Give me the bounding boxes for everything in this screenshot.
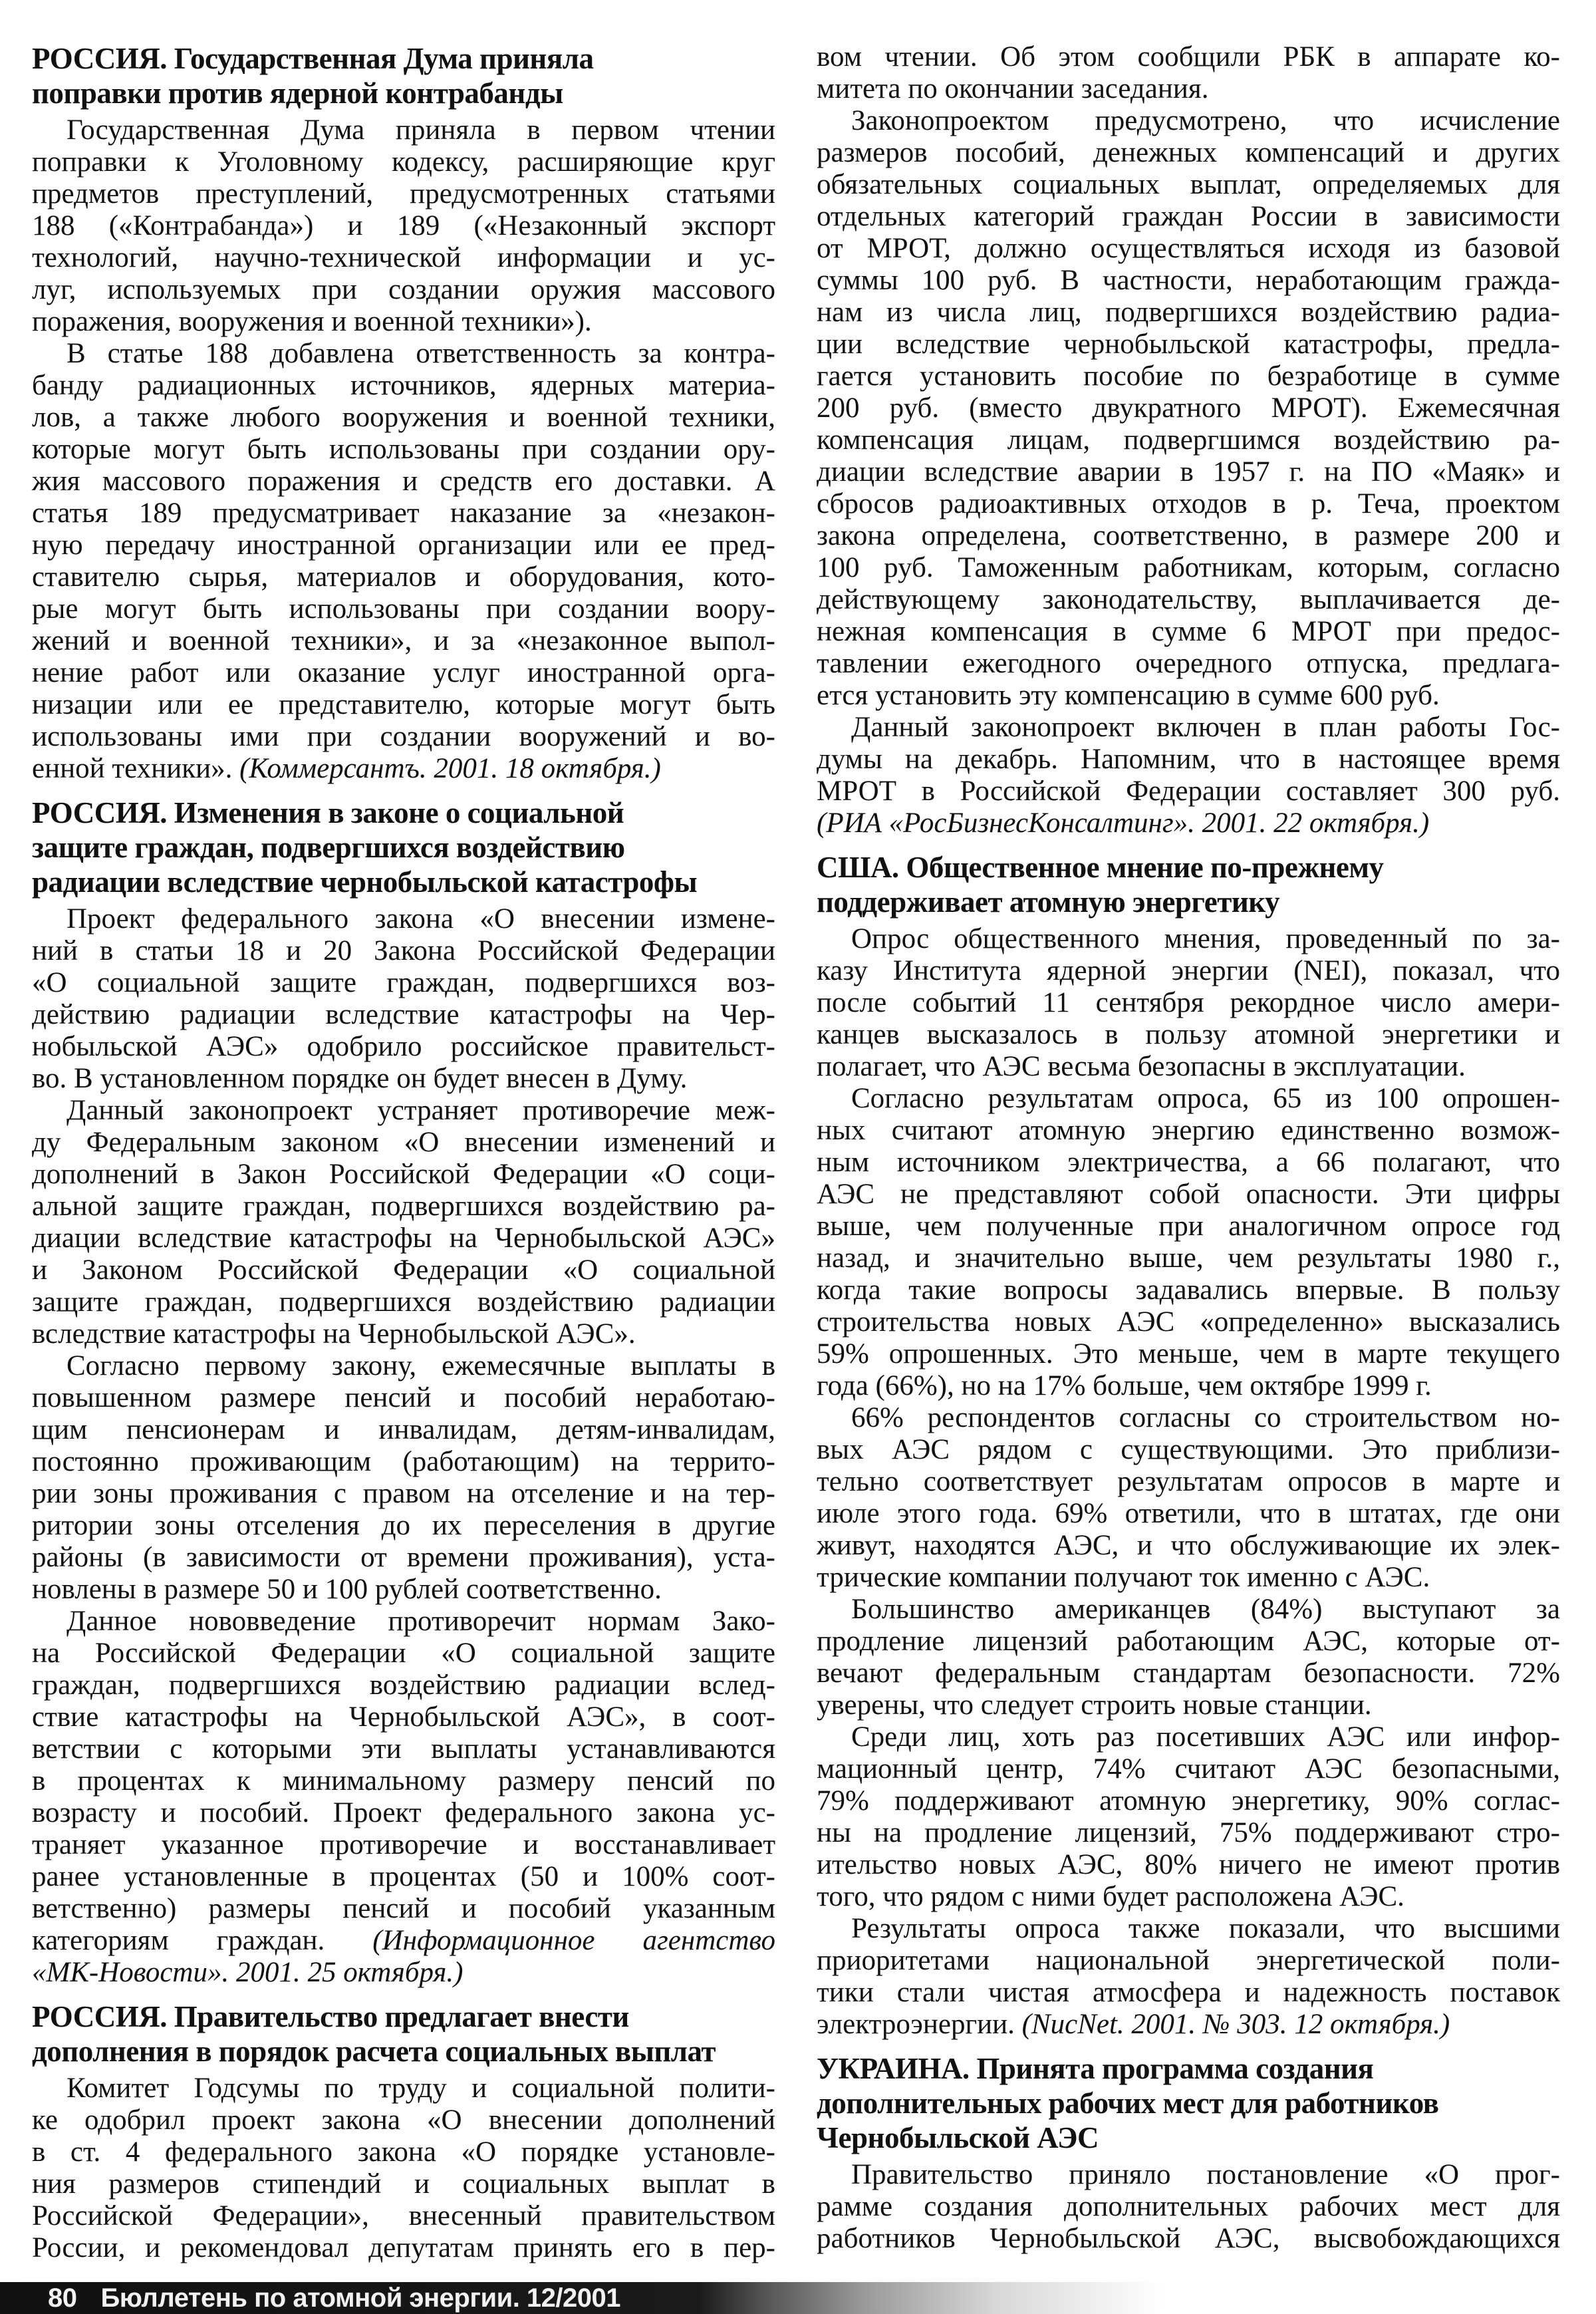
text-line: тавлении ежегодного очередного отпуска, предлага- — [817, 648, 1560, 679]
text-line: предметов преступлений, предусмотренных статьями — [32, 178, 775, 210]
text-line: Среди лиц, хоть раз посетивших АЭС или инфор- — [851, 1721, 1560, 1753]
paragraph — [32, 903, 775, 1095]
text-line: ду Федеральным законом «О внесении изменений и — [32, 1127, 775, 1158]
article-heading — [817, 2051, 1560, 2155]
text-line: России, и рекомендовал депутатам принять его в пер- — [32, 2232, 775, 2263]
text-line: продление лицензий работающим АЭС, которые от- — [817, 1626, 1560, 1657]
text-line: защите граждан, подвергшихся воздействию радиации — [32, 1286, 775, 1318]
text-line: строительства новых АЭС «определенно» высказались — [817, 1306, 1560, 1338]
text-line: банду радиационных источников, ядерных материа- — [32, 370, 775, 401]
text-line: выше, чем полученные при аналогичном опросе год — [817, 1211, 1560, 1242]
text-line: вследствие катастрофы на Чернобыльской АЭС». — [32, 1318, 636, 1350]
text-line: жия массового поражения и средств его доставки. А — [32, 466, 775, 497]
text-line: АЭС не представляют собой опасности. Эти цифры — [817, 1179, 1560, 1210]
text-line: граждан, подвергшихся воздействию радиации вслед- — [32, 1669, 775, 1701]
heading-line: радиации вследствие чернобыльской катастрофы — [32, 865, 698, 899]
text-line: и Законом Российской Федерации «О социальной — [32, 1254, 775, 1286]
line-text: электроэнергии. — [817, 2009, 1022, 2040]
text-line: рии зоны проживания с правом на отселение и на тер- — [32, 1478, 775, 1509]
text-line: действующему законодательству, выплачивается де- — [817, 584, 1560, 615]
heading-line: РОССИЯ. Изменения в законе о социальной — [32, 796, 624, 829]
text-line: от МРОТ, должно осуществляться исходя из базовой — [817, 233, 1560, 264]
text-line: Согласно результатам опроса, 65 из 100 опрошен- — [851, 1083, 1560, 1114]
heading-line: дополнения в порядок расчета социальных выплат — [32, 2035, 716, 2068]
text-line: ных считают атомную энергию единственно возмож- — [817, 1115, 1560, 1146]
text-line: нежная компенсация в сумме 6 МРОТ при предос- — [817, 616, 1560, 647]
article-heading — [817, 850, 1560, 919]
text-line: отдельных категорий граждан России в зависимости — [817, 201, 1560, 232]
text-line: альной защите граждан, подвергшихся воздействию ра- — [32, 1191, 775, 1222]
text-line: ветственно) размеры пенсий и пособий указанным — [32, 1893, 775, 1924]
text-line: канцев высказалось в пользу атомной энергетики и — [817, 1019, 1560, 1050]
text-line: вых АЭС рядом с существующими. Это приблизи- — [817, 1434, 1560, 1465]
text-line: компенсация лицам, подвергшимся воздействию ра- — [817, 424, 1560, 456]
text-line: поправки к Уголовному кодексу, расширяющие круг — [32, 146, 775, 178]
text-line: Российской Федерации», внесенный правительством — [32, 2200, 775, 2232]
heading-line: дополнительных рабочих мест для работников — [817, 2087, 1439, 2120]
text-line: щим пенсионерам и инвалидам, детям-инвалидам, — [32, 1414, 775, 1445]
text-line: митета по окончании заседания. — [817, 73, 1209, 104]
left-column — [32, 41, 775, 2264]
text-line: вом чтении. Об этом сообщили РБК в аппарате ко- — [817, 41, 1560, 72]
paragraph — [817, 712, 1560, 839]
text-line: в процентах к минимальному размеру пенсий по — [32, 1765, 775, 1797]
text-line: поражения, вооружения и военной техники»). — [32, 306, 592, 337]
text-line: жений и военной техники», и за «незаконное выпол- — [32, 625, 775, 656]
text-line: повышенном размере пенсий и пособий неработаю- — [32, 1382, 775, 1413]
text-line: луг, используемых при создании оружия массового — [32, 274, 775, 305]
paragraph — [817, 105, 1560, 712]
line-text: енной техники». — [32, 753, 240, 784]
text-line: нение работ или оказание услуг иностранной орга- — [32, 657, 775, 688]
text-line: диации вследствие аварии в 1957 г. на ПО «Маяк» и — [817, 456, 1560, 488]
text-line: приоритетами национальной энергетической поли- — [817, 1945, 1560, 1976]
text-line: «О социальной защите граждан, подвергшихся воз- — [32, 967, 775, 998]
text-line: полагает, что АЭС весьма безопасны в эксплуатации. — [817, 1051, 1466, 1082]
text-line: ранее установленные в процентах (50 и 100% соот- — [32, 1861, 775, 1892]
heading-line: поддерживает атомную энергетику — [817, 885, 1280, 919]
text-line: вечают федеральным стандартам безопасности. 72% — [817, 1658, 1560, 1689]
paragraph — [32, 2073, 775, 2264]
text-line: обязательных социальных выплат, определяемых для — [817, 169, 1560, 200]
text-line — [817, 2009, 1560, 2041]
text-line: ний в статьи 18 и 20 Закона Российской Федерации — [32, 935, 775, 966]
text-line: года (66%), но на 17% больше, чем октябре 1999 г. — [817, 1370, 1432, 1401]
page-footer — [0, 2282, 1596, 2314]
text-line: траняет указанное противоречие и восстанавливает — [32, 1829, 775, 1860]
text-line: на Российской Федерации «О социальной защите — [32, 1638, 775, 1669]
text-line: дополнений в Закон Российской Федерации «О соци- — [32, 1159, 775, 1190]
text-line — [32, 753, 775, 785]
text-line: ке одобрил проект закона «О внесении дополнений — [32, 2104, 775, 2136]
text-line — [817, 807, 1560, 839]
text-line: мационный центр, 74% считают АЭС безопасными, — [817, 1753, 1560, 1785]
text-line: тики стали чистая атмосфера и надежность поставок — [817, 1977, 1560, 2008]
text-line: когда такие вопросы задавались впервые. В пользу — [817, 1274, 1560, 1306]
page-number: 80 — [48, 2283, 77, 2313]
text-line: 66% респондентов согласны со строительством но- — [851, 1402, 1560, 1433]
heading-line: поправки против ядерной контрабанды — [32, 76, 563, 110]
text-line: которые могут быть использованы при создании ору- — [32, 434, 775, 465]
heading-line: РОССИЯ. Государственная Дума приняла — [32, 42, 594, 75]
text-line: сбросов радиоактивных отходов в р. Теча, проектом — [817, 488, 1560, 519]
paragraph — [817, 41, 1560, 105]
text-line: Законопроектом предусмотрено, что исчисление — [851, 105, 1560, 136]
heading-line: РОССИЯ. Правительство предлагает внести — [32, 2000, 629, 2033]
paragraph — [817, 1402, 1560, 1594]
paragraph — [817, 2159, 1560, 2255]
text-line: того, что рядом с ними будет расположена АЭС. — [817, 1881, 1404, 1912]
text-line: работников Чернобыльской АЭС, высвобождающихся — [817, 2223, 1560, 2254]
text-line: МРОТ в Российской Федерации составляет 300 руб. — [817, 776, 1560, 807]
source-citation: (NucNet. 2001. № 303. 12 октября.) — [1021, 2009, 1450, 2040]
text-line: ствие катастрофы на Чернобыльской АЭС», в соот- — [32, 1701, 775, 1733]
text-line: 200 руб. (вместо двукратного МРОТ). Ежемесячная — [817, 392, 1560, 424]
text-line: Данный законопроект включен в план работы Гос- — [851, 712, 1560, 743]
text-line: 188 («Контрабанда») и 189 («Незаконный экспорт — [32, 210, 775, 241]
text-line: нам из числа лиц, подвергшихся воздействию радиа- — [817, 297, 1560, 328]
source-citation: (Коммерсантъ. 2001. 18 октября.) — [239, 753, 661, 784]
text-line: 100 руб. Таможенным работникам, которым, согласно — [817, 552, 1560, 583]
text-line: рамме создания дополнительных рабочих мест для — [817, 2191, 1560, 2222]
right-column — [817, 41, 1560, 2255]
text-line: Данное нововведение противоречит нормам Зако- — [66, 1606, 775, 1637]
footer-text — [48, 2283, 620, 2313]
text-line: статья 189 предусматривает наказание за «незакон- — [32, 498, 775, 529]
heading-line: Чернобыльской АЭС — [817, 2121, 1099, 2154]
paragraph — [32, 114, 775, 338]
article-heading — [32, 1999, 775, 2069]
text-line: размеров пособий, денежных компенсаций и других — [817, 137, 1560, 168]
text-line: ется установить эту компенсацию в сумме 600 руб. — [817, 680, 1440, 711]
text-line: Результаты опроса также показали, что высшими — [851, 1913, 1560, 1944]
text-line: ритории зоны отселения до их переселения в другие — [32, 1510, 775, 1541]
source-citation: «МК-Новости». 2001. 25 октября.) — [32, 1957, 464, 1988]
text-line: ния размеров стипендий и социальных выплат в — [32, 2168, 775, 2200]
text-line: нобыльской АЭС» одобрило российское правительст- — [32, 1031, 775, 1062]
text-line: уверены, что следует строить новые станции. — [817, 1689, 1372, 1721]
paragraph — [817, 1913, 1560, 2041]
text-line: Большинство американцев (84%) выступают за — [851, 1594, 1560, 1625]
text-line: казу Института ядерной энергии (NEI), показал, что — [817, 955, 1560, 986]
text-line: живут, находятся АЭС, и что обслуживающие их элек- — [817, 1530, 1560, 1561]
text-line: суммы 100 руб. В частности, неработающим гражда- — [817, 265, 1560, 296]
text-line: использованы ими при создании вооружений и во- — [32, 721, 775, 752]
text-line: рые могут быть использованы при создании воору- — [32, 593, 775, 625]
article-heading — [32, 795, 775, 899]
text-line: ную передачу иностранной организации или ее пред- — [32, 529, 775, 561]
text-line: В статье 188 добавлена ответственность за контра- — [66, 338, 775, 369]
text-line: трические компании получают ток именно с АЭС. — [817, 1562, 1430, 1593]
text-line: ветствии с которыми эти выплаты устанавливаются — [32, 1733, 775, 1765]
text-line — [32, 1925, 775, 1957]
paragraph — [32, 1095, 775, 1350]
text-line: ставителю сырья, материалов и оборудования, кото- — [32, 561, 775, 593]
text-line: тельно соответствует результатам опросов в марте и — [817, 1466, 1560, 1497]
source-citation: (Информационное агентство — [372, 1925, 775, 1956]
text-line: закона определена, соответственно, в размере 200 и — [817, 520, 1560, 551]
line-text: категориям граждан. — [32, 1925, 373, 1956]
text-line: Государственная Дума приняла в первом чтении — [66, 114, 775, 146]
paragraph — [32, 1606, 775, 1989]
text-line: районы (в зависимости от времени проживания), уста- — [32, 1542, 775, 1573]
text-line: Комитет Годсумы по труду и социальной полити- — [66, 2073, 775, 2104]
text-line: ции вследствие чернобыльской катастрофы, предла- — [817, 329, 1560, 360]
text-line: гается установить пособие по безработице в сумме — [817, 361, 1560, 392]
paragraph — [817, 1721, 1560, 1913]
text-line: ительство новых АЭС, 80% ничего не имеют против — [817, 1849, 1560, 1880]
paragraph — [32, 338, 775, 785]
text-line — [32, 1957, 775, 1989]
journal-title: Бюллетень по атомной энергии. 12/2001 — [100, 2283, 621, 2313]
text-line: Проект федерального закона «О внесении измене- — [66, 903, 775, 935]
paragraph — [32, 1350, 775, 1606]
text-line: низации или ее представителю, которые могут быть — [32, 689, 775, 720]
paragraph — [817, 1083, 1560, 1402]
source-citation: (РИА «РосБизнесКонсалтинг». 2001. 22 октября.) — [817, 807, 1430, 839]
text-line: 59% опрошенных. Это меньше, чем в марте текущего — [817, 1338, 1560, 1370]
text-line: 79% поддерживают атомную энергетику, 90% соглас- — [817, 1785, 1560, 1816]
heading-line: УКРАИНА. Принята программа создания — [817, 2052, 1374, 2085]
text-line: Правительство приняло постановление «О прог- — [851, 2159, 1560, 2190]
text-line: думы на декабрь. Напомним, что в настоящее время — [817, 744, 1560, 775]
text-line: лов, а также любого вооружения и военной техники, — [32, 402, 775, 433]
text-line: в ст. 4 федерального закона «О порядке установле- — [32, 2136, 775, 2168]
text-line: действию радиации вследствие катастрофы на Чер- — [32, 999, 775, 1030]
paragraph — [817, 923, 1560, 1083]
text-line: Согласно первому закону, ежемесячные выплаты в — [66, 1350, 775, 1381]
text-line: июле этого года. 69% ответили, что в штатах, где они — [817, 1498, 1560, 1529]
heading-line: защите граждан, подвергшихся воздействию — [32, 831, 625, 864]
text-line: ны на продление лицензий, 75% поддерживают стро- — [817, 1817, 1560, 1848]
heading-line: США. Общественное мнение по-прежнему — [817, 851, 1384, 884]
text-line: во. В установленном порядке он будет внесен в Думу. — [32, 1063, 688, 1094]
text-line: Данный законопроект устраняет противоречие меж- — [66, 1095, 775, 1126]
text-line: диации вследствие катастрофы на Чернобыльской АЭС» — [32, 1223, 775, 1254]
article-heading — [32, 41, 775, 110]
text-line: назад, и значительно выше, чем результаты 1980 г., — [817, 1242, 1560, 1274]
text-line: постоянно проживающим (работающим) на террито- — [32, 1446, 775, 1477]
text-line: Опрос общественного мнения, проведенный по за- — [851, 923, 1560, 954]
paragraph — [817, 1594, 1560, 1721]
text-line: новлены в размере 50 и 100 рублей соответственно. — [32, 1574, 662, 1605]
text-line: возрасту и пособий. Проект федерального закона ус- — [32, 1797, 775, 1828]
text-line: ным источником электричества, а 66 полагают, что — [817, 1147, 1560, 1178]
text-line: после событий 11 сентября рекордное число амери- — [817, 987, 1560, 1018]
text-line: технологий, научно-технической информации и ус- — [32, 242, 775, 273]
